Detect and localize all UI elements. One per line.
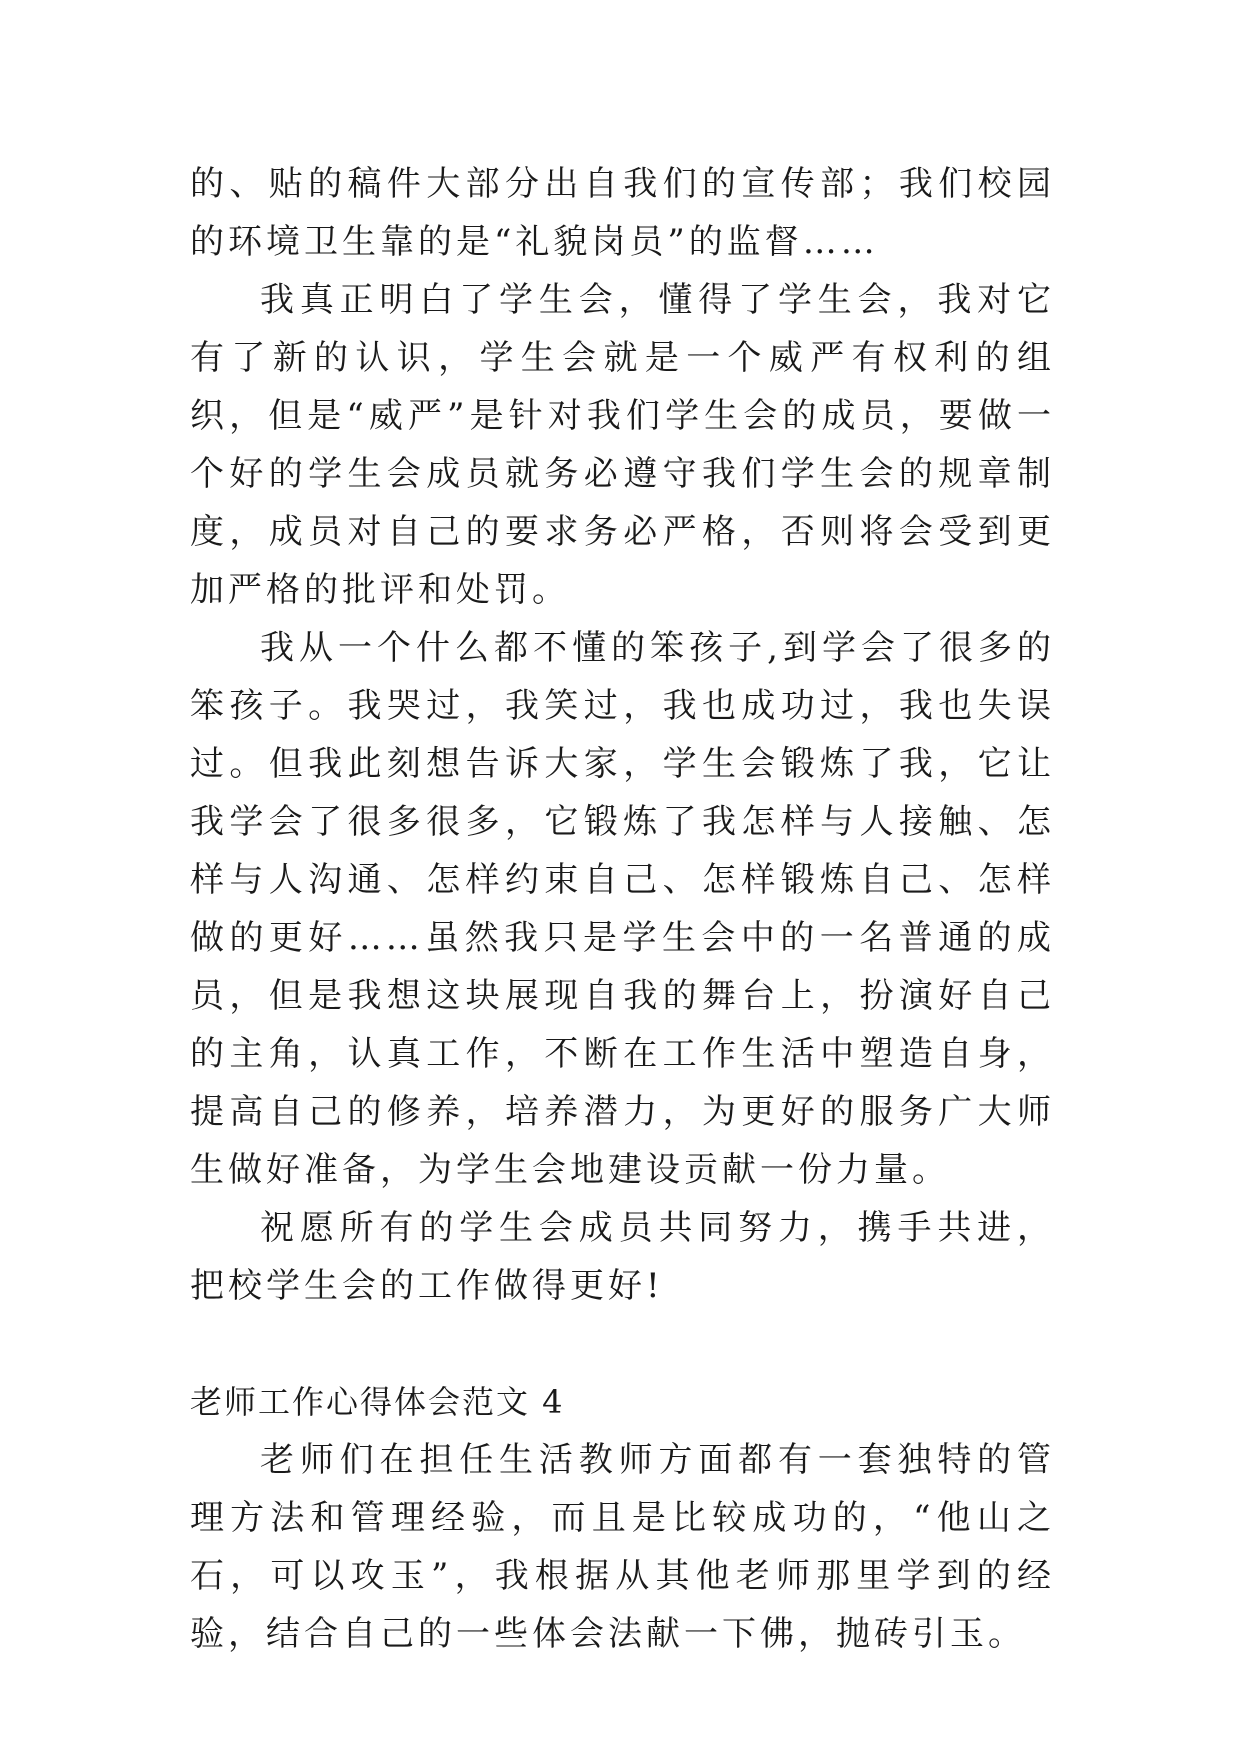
document-body [190,155,1055,1663]
paragraph-personal-growth: 我从一个什么都不懂的笨孩子,到学会了很多的笨孩子。我哭过，我笑过，我也成功过，我也失误过。但我此刻想告诉大家，学生会锻炼了我，它让我学会了很多很多，它锻炼了我怎样与人接触、怎样与人沟通、怎样约束自己、怎样锻炼自己、怎样做的更好……虽然我只是学生会中的一名普通的成员，但是我想这块展现自我的舞台上，扮演好自己的主角，认真工作，不断在工作生活中塑造自身，提高自己的修养，培养潜力，为更好的服务广大师生做好准备，为学生会地建设贡献一份力量。 [190,628,1055,1190]
paragraph-teacher-experience: 老师们在担任生活教师方面都有一套独特的管理方法和管理经验，而且是比较成功的，“他山之石，可以攻玉”，我根据从其他老师那里学到的经验，结合自己的一些体会法献一下佛，抛砖引玉。 [190,1440,1055,1654]
paragraph-continuation: 的、贴的稿件大部分出自我们的宣传部；我们校园的环境卫生靠的是“礼貌岗员”的监督…… [190,164,1055,262]
paragraph-closing-wish: 祝愿所有的学生会成员共同努力，携手共进，把校学生会的工作做得更好! [190,1208,1055,1306]
paragraph-understanding-student-union: 我真正明白了学生会，懂得了学生会，我对它有了新的认识，学生会就是一个威严有权利的组织，但是“威严”是针对我们学生会的成员，要做一个好的学生会成员就务必遵守我们学生会的规章制度，成员对自己的要求务必严格，否则将会受到更加严格的批评和处罚。 [190,280,1055,610]
section-heading: 老师工作心得体会范文 4 [190,1383,565,1421]
